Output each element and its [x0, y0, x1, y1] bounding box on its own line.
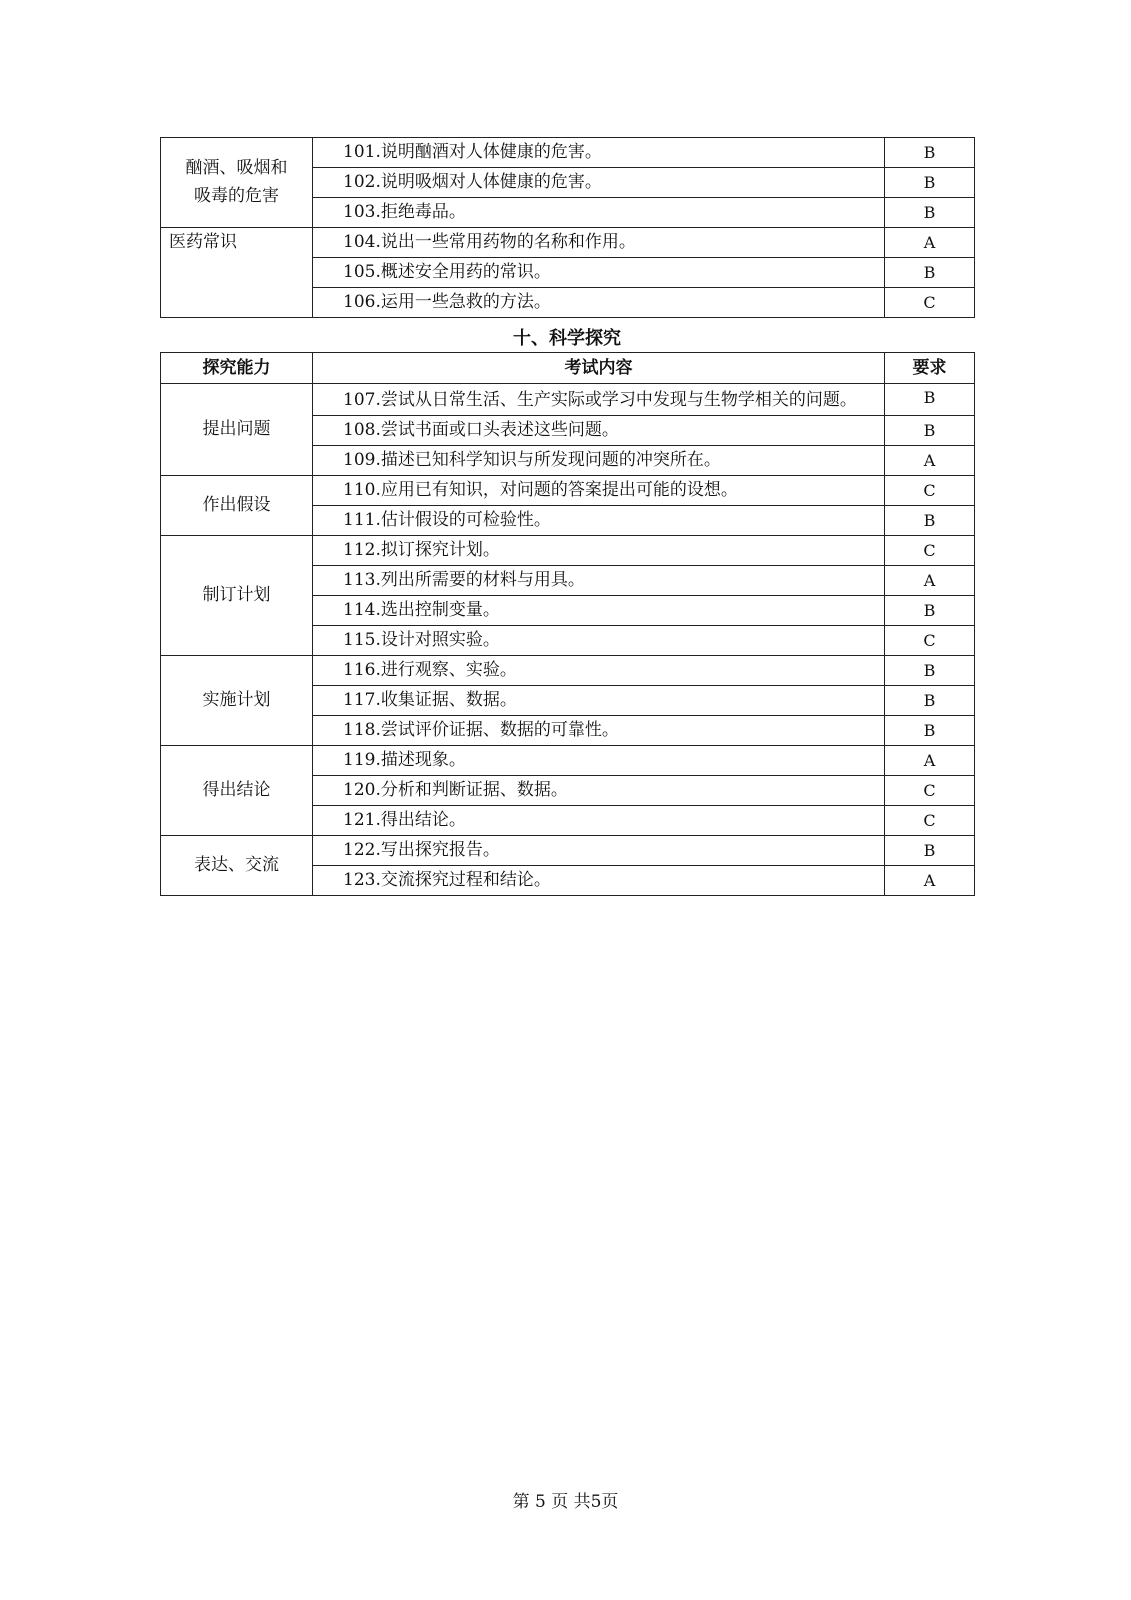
health-requirements-table [160, 137, 975, 318]
requirement-cell: C [885, 536, 975, 566]
content-cell: 112.拟订探究计划。 [313, 536, 885, 566]
category-cell: 制订计划 [161, 536, 313, 656]
table-row [161, 536, 975, 566]
requirement-cell: B [885, 656, 975, 686]
requirement-cell: C [885, 476, 975, 506]
content-cell: 114.选出控制变量。 [313, 596, 885, 626]
content-cell: 119.描述现象。 [313, 746, 885, 776]
requirement-cell: B [885, 384, 975, 416]
content-cell: 108.尝试书面或口头表述这些问题。 [313, 416, 885, 446]
science-inquiry-table [160, 352, 975, 896]
requirement-cell: C [885, 806, 975, 836]
requirement-cell: B [885, 506, 975, 536]
content-cell: 105.概述安全用药的常识。 [313, 258, 885, 288]
page-footer: 第 5 页 共5页 [512, 1492, 619, 1512]
table-row [161, 836, 975, 866]
requirement-cell: A [885, 228, 975, 258]
content-cell: 104.说出一些常用药物的名称和作用。 [313, 228, 885, 258]
content-cell: 113.列出所需要的材料与用具。 [313, 566, 885, 596]
category-cell: 得出结论 [161, 746, 313, 836]
content-cell: 122.写出探究报告。 [313, 836, 885, 866]
requirement-cell: B [885, 416, 975, 446]
category-cell: 表达、交流 [161, 836, 313, 896]
header-content: 考试内容 [313, 353, 885, 384]
content-cell: 101.说明酗酒对人体健康的危害。 [313, 138, 885, 168]
category-cell: 酗酒、吸烟和 吸毒的危害 [161, 138, 313, 228]
content-cell: 106.运用一些急救的方法。 [313, 288, 885, 318]
content-cell: 109.描述已知科学知识与所发现问题的冲突所在。 [313, 446, 885, 476]
requirement-cell: B [885, 168, 975, 198]
header-ability: 探究能力 [161, 353, 313, 384]
content-cell: 110.应用已有知识，对问题的答案提出可能的设想。 [313, 476, 885, 506]
requirement-cell: C [885, 626, 975, 656]
requirement-cell: C [885, 288, 975, 318]
table-row [161, 138, 975, 168]
requirement-cell: A [885, 866, 975, 896]
category-cell: 医药常识 [161, 228, 313, 318]
requirement-cell: C [885, 776, 975, 806]
requirement-cell: B [885, 198, 975, 228]
content-cell: 123.交流探究过程和结论。 [313, 866, 885, 896]
requirement-cell: B [885, 138, 975, 168]
content-cell: 111.估计假设的可检验性。 [313, 506, 885, 536]
table-row [161, 476, 975, 506]
section-title: 十、科学探究 [513, 328, 621, 349]
requirement-cell: B [885, 836, 975, 866]
content-cell: 102.说明吸烟对人体健康的危害。 [313, 168, 885, 198]
content-cell: 115.设计对照实验。 [313, 626, 885, 656]
requirement-cell: B [885, 596, 975, 626]
category-cell: 实施计划 [161, 656, 313, 746]
table-row [161, 746, 975, 776]
content-cell: 118.尝试评价证据、数据的可靠性。 [313, 716, 885, 746]
category-cell: 作出假设 [161, 476, 313, 536]
table-row [161, 656, 975, 686]
requirement-cell: A [885, 746, 975, 776]
requirement-cell: B [885, 258, 975, 288]
table-row [161, 384, 975, 416]
content-cell: 103.拒绝毒品。 [313, 198, 885, 228]
content-cell: 116.进行观察、实验。 [313, 656, 885, 686]
requirement-cell: B [885, 716, 975, 746]
table-row [161, 228, 975, 258]
content-cell: 107.尝试从日常生活、生产实际或学习中发现与生物学相关的问题。 [313, 384, 885, 416]
requirement-cell: B [885, 686, 975, 716]
requirement-cell: A [885, 566, 975, 596]
header-requirement: 要求 [885, 353, 975, 384]
content-cell: 121.得出结论。 [313, 806, 885, 836]
content-cell: 117.收集证据、数据。 [313, 686, 885, 716]
requirement-cell: A [885, 446, 975, 476]
table-header-row [161, 353, 975, 384]
category-cell: 提出问题 [161, 384, 313, 476]
content-cell: 120.分析和判断证据、数据。 [313, 776, 885, 806]
